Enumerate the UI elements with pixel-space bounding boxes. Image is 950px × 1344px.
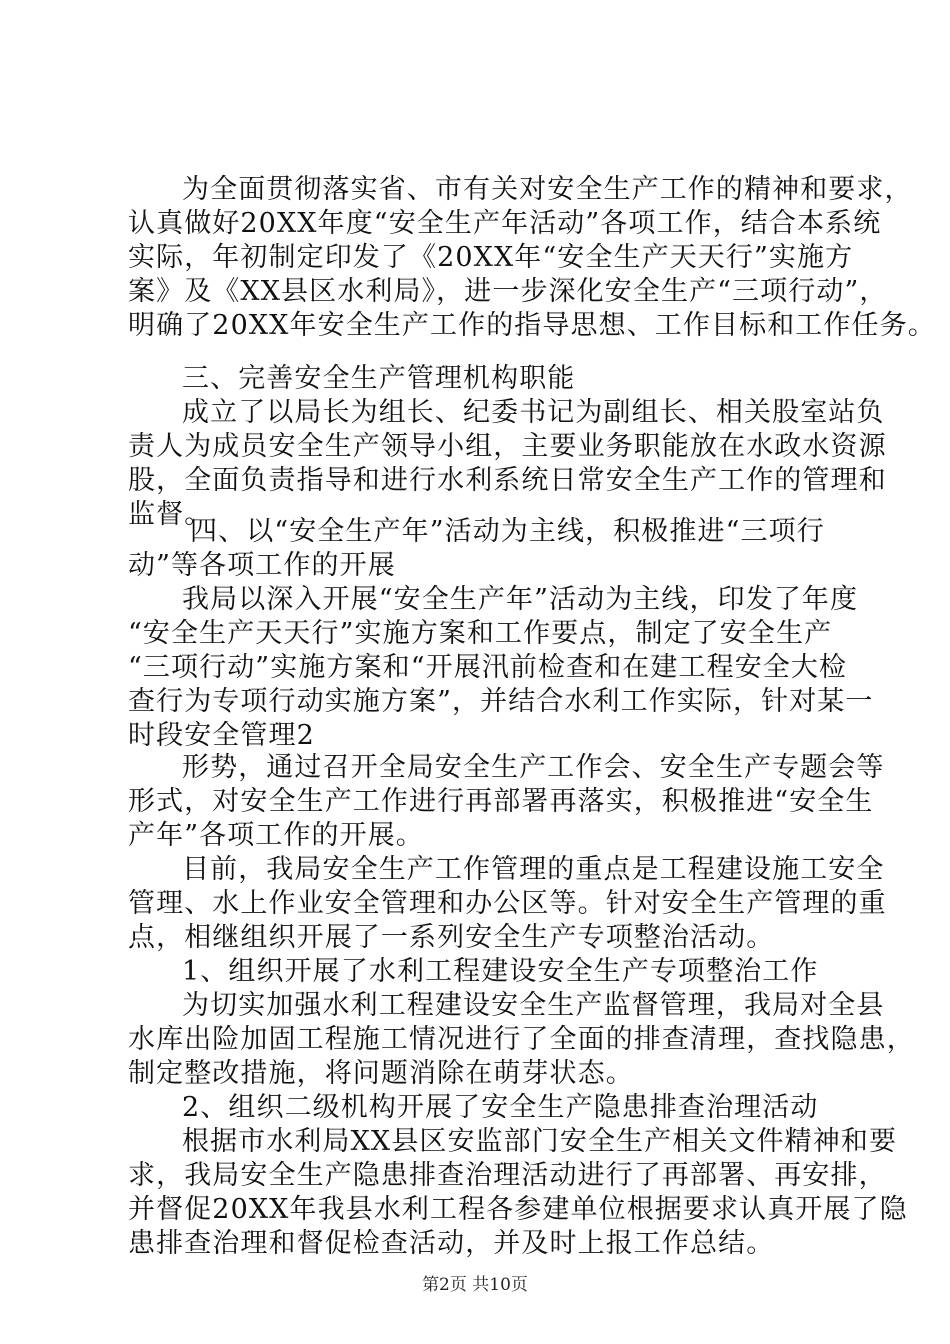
- text-line: 股，全面负责指导和进行水利系统日常安全生产工作的管理和: [128, 465, 887, 496]
- text-line: 并督促20XX年我县水利工程各参建单位根据要求认真开展了隐: [128, 1194, 908, 1225]
- text-line: 管理、水上作业安全管理和办公区等。针对安全生产管理的重: [128, 888, 887, 919]
- text-line: 产年”各项工作的开展。: [128, 820, 424, 851]
- text-line: 实际，年初制定印发了《20XX年“安全生产天天行”实施方: [128, 242, 854, 273]
- text-line: 点，相继组织开展了一系列安全生产专项整治活动。: [128, 922, 775, 953]
- text-line: 制定整改措施，将问题消除在萌芽状态。: [128, 1058, 634, 1089]
- text-line: 为切实加强水利工程建设安全生产监督管理，我局对全县: [182, 990, 885, 1021]
- text-line: 目前，我局安全生产工作管理的重点是工程建设施工安全: [182, 854, 885, 885]
- text-line: 认真做好20XX年度“安全生产年活动”各项工作，结合本系统: [128, 208, 882, 239]
- page-number-footer: 第2页 共10页: [422, 1275, 528, 1295]
- text-line: 成立了以局长为组长、纪委书记为副组长、相关股室站负: [182, 397, 885, 428]
- text-line: 监督。: [128, 499, 213, 530]
- text-line: 患排查治理和督促检查活动，并及时上报工作总结。: [128, 1228, 775, 1259]
- text-line: 为全面贯彻落实省、市有关对安全生产工作的精神和要求，: [182, 174, 913, 205]
- heading-line: 2、组织二级机构开展了安全生产隐患排查治理活动: [182, 1092, 819, 1123]
- heading-line: 三、完善安全生产管理机构职能: [182, 363, 576, 394]
- text-line: “三项行动”实施方案和“开展汛前检查和在建工程安全大检: [128, 652, 848, 683]
- heading-line: 1、组织开展了水利工程建设安全生产专项整治工作: [182, 956, 819, 987]
- text-line: 形式，对安全生产工作进行再部署再落实，积极推进“安全生: [128, 786, 874, 817]
- text-line: 案》及《XX县区水利局》，进一步深化安全生产“三项行动”，: [128, 276, 888, 307]
- text-line: 水库出险加固工程施工情况进行了全面的排查清理，查找隐患，: [128, 1024, 915, 1055]
- text-line: 查行为专项行动实施方案”，并结合水利工作实际，针对某一: [128, 686, 874, 717]
- text-line: 求，我局安全生产隐患排查治理活动进行了再部署、再安排，: [128, 1160, 887, 1191]
- heading-line: 四、以“安全生产年”活动为主线，积极推进“三项行: [190, 516, 825, 547]
- text-line: 根据市水利局XX县区安监部门安全生产相关文件精神和要: [182, 1126, 898, 1157]
- text-line: 形势，通过召开全局安全生产工作会、安全生产专题会等: [182, 752, 885, 783]
- text-line: 责人为成员安全生产领导小组，主要业务职能放在水政水资源: [128, 431, 887, 462]
- text-line: 我局以深入开展“安全生产年”活动为主线，印发了年度: [182, 584, 859, 615]
- text-line: 时段安全管理2: [128, 720, 315, 751]
- text-line: “安全生产天天行”实施方案和工作要点，制定了安全生产: [128, 618, 833, 649]
- text-line: 明确了20XX年安全生产工作的指导思想、工作目标和工作任务。: [128, 310, 936, 341]
- heading-line: 动”等各项工作的开展: [128, 550, 396, 581]
